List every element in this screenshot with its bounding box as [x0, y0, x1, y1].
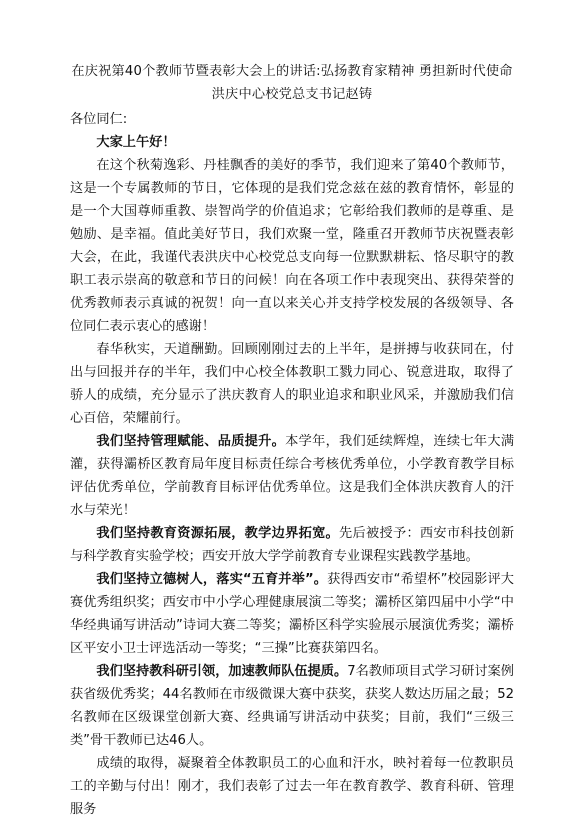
greeting: 大家上午好！: [96, 135, 176, 150]
paragraph-4: [70, 522, 514, 568]
paragraph-5: [70, 568, 514, 660]
paragraph-lead: 我们坚持管理赋能、品质提升。: [96, 434, 286, 449]
title-line-2: 洪庆中心校党总支书记赵铸: [211, 87, 373, 102]
document-title: [70, 60, 514, 106]
paragraph-text: 本学年，我们延续辉煌，连续七年大满灌，获得灞桥区教育局年度目标责任综合考核优秀单位，小学教育教学目标评估优秀单位，学前教育目标评估优秀单位。这是我们全体洪庆教育人的汗水与荣光！: [70, 434, 515, 518]
title-line-1: 在庆祝第40个教师节暨表彰大会上的讲话:弘扬教育家精神 勇担新时代使命: [71, 64, 513, 79]
paragraph-7: [70, 752, 514, 821]
paragraph-text: 获得西安市“希望杯”校园影评大赛优秀组织奖；西安市中小学心理健康展演二等奖；灞桥区第四届中小学“中华经典诵写讲活动”诗词大赛二等奖；灞桥区科学实验展示展演优秀奖；灞桥区平安小卫士评选活动一等奖；“三操”比赛获第四名。: [70, 572, 514, 656]
paragraph-text: 成绩的取得，凝聚着全体教职员工的心血和汗水，映衬着每一位教职员工的辛勤与付出！刚才，我们表彰了过去一年在教育教学、教育科研、管理服务: [70, 756, 514, 817]
paragraph-text: 春华秋实，天道酬勤。回顾刚刚过去的上半年，是拼搏与收获同在，付出与回报并存的半年，我们中心校全体教职工戮力同心、锐意进取，取得了骄人的成绩，充分显示了洪庆教育人的职业追求和职业风采，并激励我们信心百倍，荣耀前行。: [70, 342, 514, 426]
salutation: 各位同仁:: [70, 112, 128, 127]
paragraph-6: [70, 660, 514, 752]
paragraph-text: 在这个秋菊逸彩、丹桂飘香的美好的季节，我们迎来了第40个教师节，这是一个专属教师的节日，它体现的是我们党念兹在兹的教育情怀，彰显的是一个大国尊师重教、崇智尚学的价值追求；它彰给我们教师的是尊重、是勉励、是幸福。值此美好节日，我们欢聚一堂，隆重召开教师节庆祝暨表彰大会，在此，我谨代表洪庆中心校党总支向每一位默默耕耘、恪尽职守的教职工表示崇高的敬意和节日的问候！向在各项工作中表现突出、获得荣誉的优秀教师表示真诚的祝贺！向一直以来关心并支持学校发展的各级领导、各位同仁表示衷心的感谢！: [70, 158, 514, 334]
paragraph-3: [70, 430, 514, 522]
paragraph-text: 先后被授予：西安市科技创新与科学教育实验学校；西安开放大学学前教育专业课程实践教学基地。: [70, 526, 515, 564]
paragraph-lead: 我们坚持教育资源拓展，教学边界拓宽。: [96, 526, 340, 541]
paragraph-1: [70, 154, 514, 338]
paragraph-2: [70, 338, 514, 430]
paragraph-lead: 我们坚持教科研引领，加速教师队伍提质。: [96, 664, 348, 679]
paragraph-text: 7名教师项目式学习研讨案例获省级优秀奖；44名教师在市级微课大赛中获奖，获奖人数达历届之最；52名教师在区级课堂创新大赛、经典诵写讲活动中获奖；目前，我们“三级三类”骨干教师已达46人。: [70, 664, 514, 748]
paragraph-lead: 我们坚持立德树人，落实“五育并举”。: [96, 572, 328, 587]
